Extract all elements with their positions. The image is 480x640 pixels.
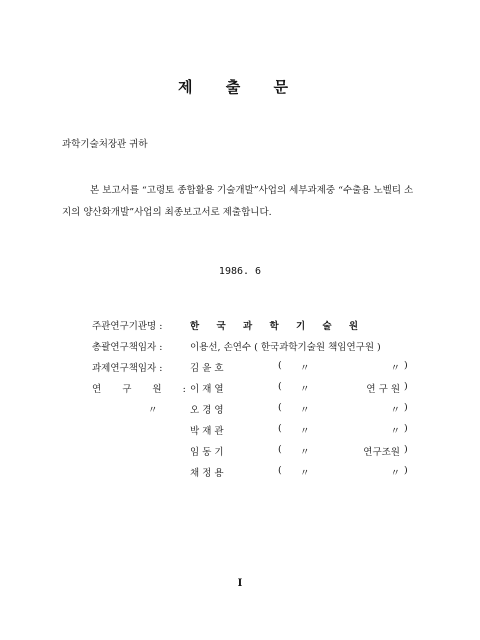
page-number: I [237, 578, 243, 589]
role: 〃 [390, 363, 400, 374]
open-paren: ( [278, 423, 282, 434]
role: 〃 [390, 468, 400, 479]
person-row [92, 444, 432, 460]
person-row [92, 423, 432, 439]
close-paren: ) [404, 423, 408, 434]
researchers-label: 연 구 원 : [92, 384, 195, 395]
person-name: 박 재 관 [190, 426, 224, 437]
role: 〃 [390, 405, 400, 416]
chief-row [92, 339, 432, 355]
close-paren: ) [404, 402, 408, 413]
org-row [92, 318, 432, 334]
close-paren: ) [404, 444, 408, 455]
body-paragraph: 본 보고서를 “고령토 종합활용 기술개발”사업의 세부과제중 “수출용 노벨티 소지의 양산화개발”사업의 최종보고서로 제출합니다. [62, 185, 414, 218]
open-paren: ( [278, 444, 282, 455]
person-name: 임 동 기 [190, 447, 224, 458]
task-label: 과제연구책임자 : [92, 363, 163, 374]
open-paren: ( [278, 465, 282, 476]
affiliation-ditto: 〃 [300, 468, 310, 479]
close-paren: ) [404, 360, 408, 371]
close-paren: ) [404, 381, 408, 392]
org-name: 한 국 과 학 기 술 원 [190, 321, 366, 332]
person-name: 이 재 열 [190, 384, 224, 395]
affiliation-ditto: 〃 [300, 384, 310, 395]
role: 연구조원 [363, 447, 400, 458]
close-paren: ) [404, 465, 408, 476]
ditto-mark: 〃 [148, 405, 158, 416]
doc-title: 제 출 문 [178, 78, 302, 96]
affiliation-ditto: 〃 [300, 363, 310, 374]
role: 〃 [390, 426, 400, 437]
open-paren: ( [278, 402, 282, 413]
person-row [92, 360, 432, 376]
open-paren: ( [278, 360, 282, 371]
org-label: 주관연구기관명 : [92, 321, 163, 332]
submission-date: 1986. 6 [218, 266, 262, 277]
affiliation-ditto: 〃 [300, 426, 310, 437]
person-row [92, 402, 432, 418]
chief-label: 총괄연구책임자 : [92, 342, 163, 353]
affiliation-ditto: 〃 [300, 405, 310, 416]
chief-value: 이용선, 손연수 ( 한국과학기술원 책임연구원 ) [190, 342, 381, 353]
person-row [92, 465, 432, 481]
affiliation-ditto: 〃 [300, 447, 310, 458]
role: 연 구 원 [366, 384, 400, 395]
person-name: 채 정 용 [190, 468, 224, 479]
person-name: 오 경 영 [190, 405, 224, 416]
open-paren: ( [278, 381, 282, 392]
person-row [92, 381, 432, 397]
addressee: 과학기술처장관 귀하 [62, 139, 148, 150]
person-name: 김 윤 호 [190, 363, 224, 374]
